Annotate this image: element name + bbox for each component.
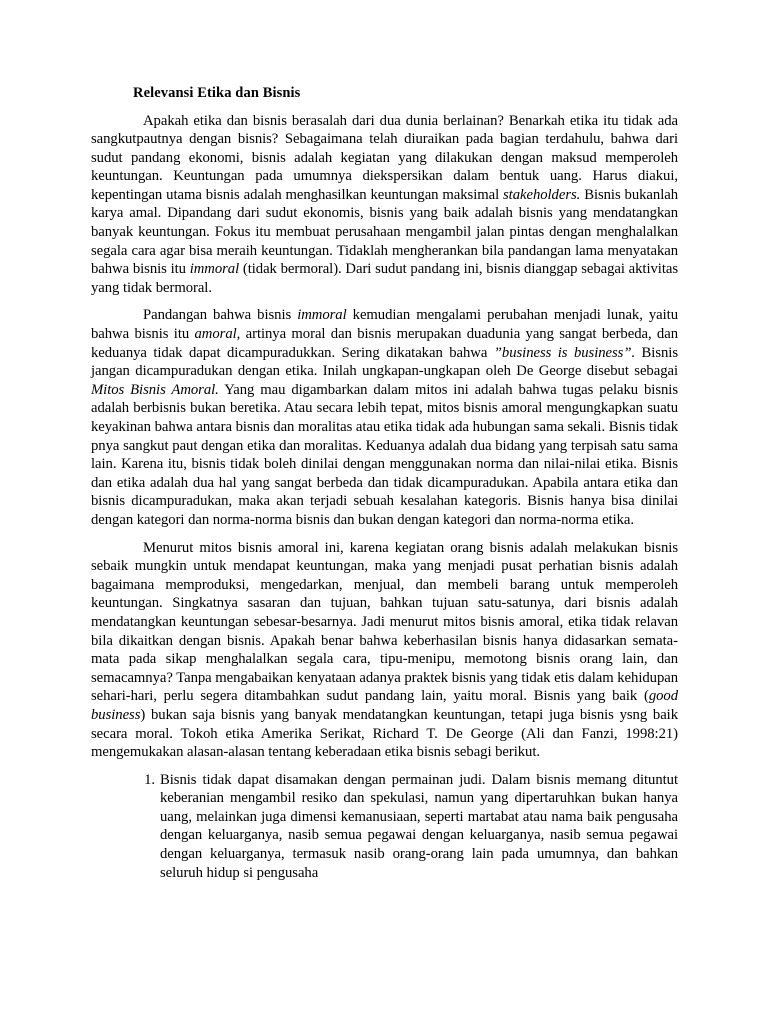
paragraph-1-segment-a: Apakah etika dan bisnis berasalah dari dua dunia berlainan? Benarkah etika itu tidak ada sangkutpautnya dengan bisnis? Sebagaimana telah diuraikan pada bagian terdahulu, bahwa dari sudut pandang ekonomi, bisnis adalah kegiatan yang dilakukan dengan maksud memperoleh keuntungan. Keuntungan pada umumnya diekspersikan dalam bentuk uang. Harus diakui, kepentingan utama bisnis adalah menghasilkan keuntungan maksimal: [91, 112, 678, 203]
paragraph-3-segment-a: Menurut mitos bisnis amoral ini, karena kegiatan orang bisnis adalah melakukan bisnis sebaik mungkin untuk mendapat keuntungan, maka yang menjadi pusat perhatian bisnis adalah bagaimana memproduksi, mengedarkan, menjual, dan membeli barang untuk memperoleh keuntungan. Singkatnya sasaran dan tujuan, bahkan tujuan satu-satunya, dari bisnis adalah mendatangkan keuntungan sebesar-besarnya. Jadi menurut mitos bisnis amoral, etika tidak relavan bila dikaitkan dengan bisnis. Apakah benar bahwa keberhasilan bisnis hanya didasarkan semata-mata pada sikap menghalalkan segala cara, tipu-menipu, memotong bisnis orang lain, dan semacamnya? Tanpa mengabaikan kenyataan adanya praktek bisnis yang tidak etis dalam kehidupan sehari-hari, perlu segera ditambahkan sudut pandang lain, yaitu moral. Bisnis yang baik (: [91, 539, 678, 705]
emphasis-mitos-bisnis-amoral: Mitos Bisnis Amoral.: [91, 381, 219, 398]
paragraph-1: [91, 112, 678, 298]
paragraph-2-segment-e: Yang mau digambarkan dalam mitos ini adalah bahwa tugas pelaku bisnis adalah berbisnis bukan beretika. Atau secara lebih tepat, mitos bisnis amoral mengungkapkan suatu keyakinan bahwa antara bisnis dan moralitas atau etika tidak ada hubungan sama sekali. Bisnis tidak pnya sangkut paut dengan etika dan moralitas. Keduanya adalah dua bidang yang terpisah satu sama lain. Karena itu, bisnis tidak boleh dinilai dengan menggunakan norma dan nilai-nilai etika. Bisnis dan etika adalah dua hal yang sangat berbeda dan tidak dicampuradukan. Apabila antara etika dan bisnis dicampuradukan, maka akan terjadi sebuah kesalahan kategoris. Bisnis hanya bisa dinilai dengan kategori dan norma-norma bisnis dan bukan dengan kategori dan norma-norma etika.: [91, 381, 678, 528]
emphasis-amoral: amoral,: [194, 326, 241, 343]
emphasis-immoral-1: immoral: [189, 261, 240, 278]
paragraph-2-segment-a: Pandangan bahwa bisnis: [143, 307, 298, 324]
quote-business-is-business: ”business is business”.: [493, 344, 636, 361]
emphasis-good-business: good business: [91, 688, 678, 723]
list-item: [91, 771, 678, 883]
list-item-marker: 1.: [144, 771, 155, 788]
paragraph-3-segment-b: ) bukan saja bisnis yang banyak mendatangkan keuntungan, tetapi juga bisnis ysng baik secara moral. Tokoh etika Amerika Serikat, Richard T. De George (Ali dan Fanzi, 1998:21) mengemukakan alasan-alasan tentang keberadaan etika bisnis sebagi berikut.: [91, 706, 678, 761]
emphasis-stakeholders: stakeholders.: [503, 186, 581, 203]
paragraph-3: [91, 539, 678, 762]
paragraph-2-segment-b: kemudian mengalami perubahan menjadi lunak, yaitu bahwa bisnis itu: [91, 307, 678, 343]
paragraph-1-segment-c: (tidak bermoral). Dari sudut pandang ini, bisnis dianggap sebagai aktivitas yang tidak bermoral.: [91, 261, 678, 296]
paragraph-2-segment-c: artinya moral dan bisnis merupakan duadunia yang sangat berbeda, dan keduanya tidak dapat dicampuradukkan. Sering dikatakan bahwa: [91, 326, 678, 361]
paragraph-1-segment-b: Bisnis bukanlah karya amal. Dipandang dari sudut ekonomis, bisnis yang baik adalah bisnis yang mendatangkan banyak keuntungan. Fokus itu membuat perusahaan mengambil jalan pintas dengan menghalalkan segala cara agar bisa meraih keuntungan. Tidaklah mengherankan bila pandangan lama menyatakan bahwa bisnis itu: [91, 186, 678, 278]
page-title: Relevansi Etika dan Bisnis: [133, 85, 301, 101]
numbered-list: [91, 771, 678, 883]
paragraph-2-segment-d: Bisnis jangan dicampuradukan dengan etika. Inilah ungkapan-ungkapan oleh De George disebut sebagai: [91, 344, 678, 380]
list-item-text: Bisnis tidak dapat disamakan dengan permainan judi. Dalam bisnis memang dituntut keberanian mengambil resiko dan spekulasi, namun yang dipertaruhkan bukan hanya uang, melainkan juga dimensi kemanusiaan, seperti martabat atau nama baik pengusaha dengan keluarganya, nasib semua pegawai dengan keluarganya, nasib semua pegawai dengan keluarganya, termasuk nasib orang-orang lain pada umumnya, dan bahkan seluruh hidup si pengusaha: [160, 771, 678, 881]
paragraph-2: [91, 306, 678, 529]
document-body: [91, 84, 678, 882]
emphasis-immoral-2: immoral: [297, 307, 347, 324]
